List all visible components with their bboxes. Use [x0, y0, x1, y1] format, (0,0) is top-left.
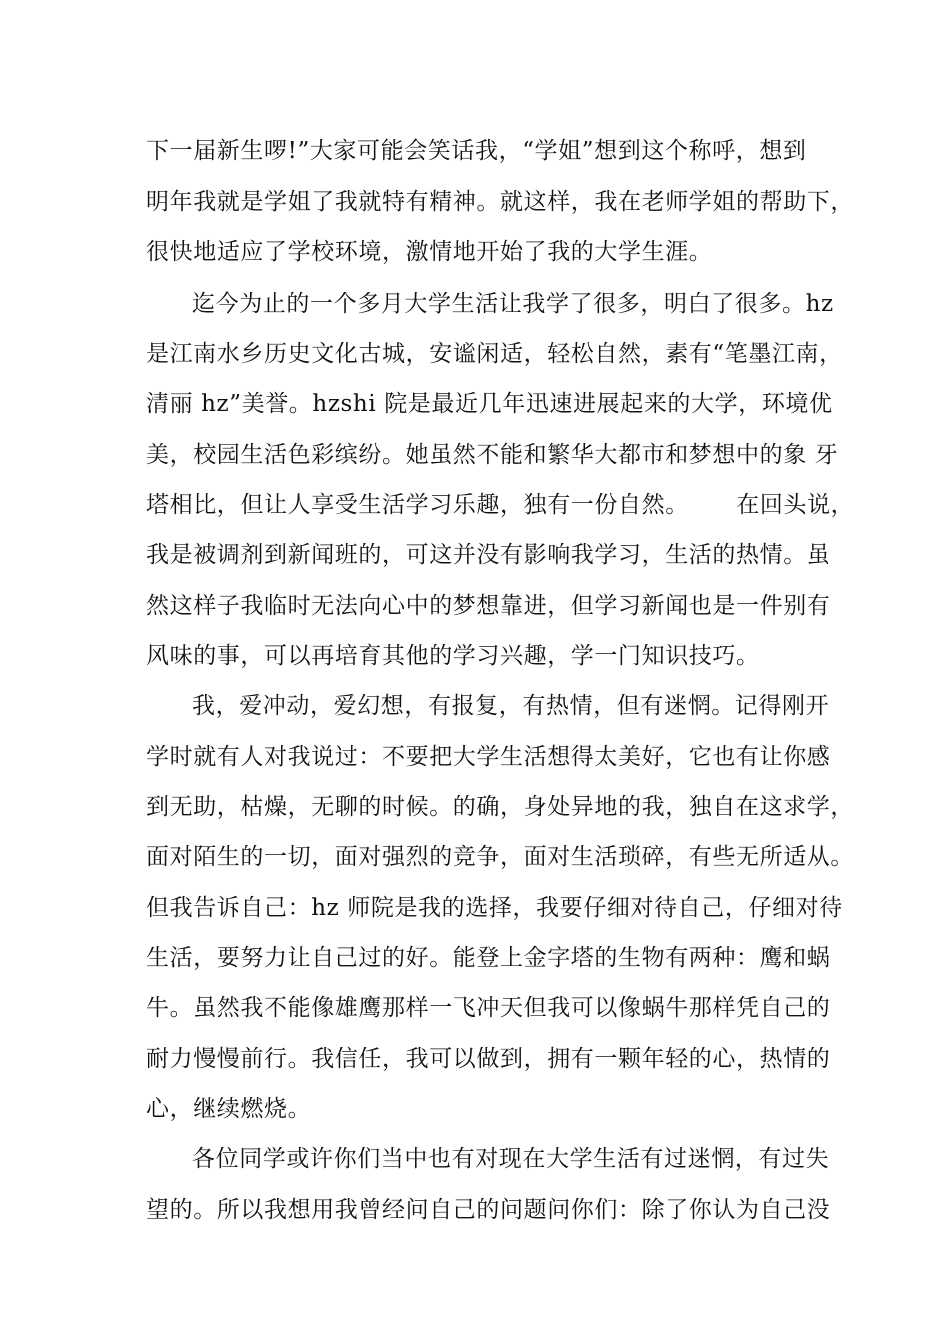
text-line: 我是被调剂到新闻班的，可这并没有影响我学习，生活的热情。虽 — [146, 542, 831, 568]
text-line: 望的。所以我想用我曾经问自己的问题问你们：除了你认为自己没 — [146, 1197, 831, 1223]
paragraph-start-line: 各位同学或许你们当中也有对现在大学生活有过迷惘，有过失 — [192, 1146, 830, 1172]
text-line: 塔相比，但让人享受生活学习乐趣，独有一份自然。 在回头说， — [146, 492, 855, 518]
paragraph-start-line: 迄今为止的一个多月大学生活让我学了很多，明白了很多。hz — [192, 291, 834, 317]
text-line: 明年我就是学姐了我就特有精神。就这样，我在老师学姐的帮助下， — [146, 189, 854, 215]
text-line: 牛。虽然我不能像雄鹰那样一飞冲天但我可以像蜗牛那样凭自己的 — [146, 995, 831, 1021]
text-line: 然这样子我临时无法向心中的梦想靠进，但学习新闻也是一件别有 — [146, 593, 831, 619]
text-line: 心，继续燃烧。 — [146, 1096, 312, 1122]
text-line: 但我告诉自己：hz 师院是我的选择，我要仔细对待自己，仔细对待 — [146, 895, 843, 921]
text-line: 耐力慢慢前行。我信任，我可以做到，拥有一颗年轻的心，热情的 — [146, 1046, 831, 1072]
text-line: 风味的事，可以再培育其他的学习兴趣，学一门知识技巧。 — [146, 643, 760, 669]
paragraph-start-line: 我，爱冲动，爱幻想，有报复，有热情，但有迷惘。记得刚开 — [192, 693, 830, 719]
text-line: 生活，要努力让自己过的好。能登上金字塔的生物有两种：鹰和蜗 — [146, 945, 831, 971]
text-line: 面对陌生的一切，面对强烈的竞争，面对生活琐碎，有些无所适从。 — [146, 844, 854, 870]
text-line: 下一届新生啰!”大家可能会笑话我，“学姐”想到这个称呼，想到 — [146, 138, 807, 164]
text-line: 学时就有人对我说过：不要把大学生活想得太美好，它也有让你感 — [146, 744, 831, 770]
text-line: 美，校园生活色彩缤纷。她虽然不能和繁华大都市和梦想中的象 牙 — [146, 442, 839, 468]
text-line: 很快地适应了学校环境，激情地开始了我的大学生涯。 — [146, 239, 713, 265]
text-line: 到无助，枯燥，无聊的时候。的确，身处异地的我，独自在这求学， — [146, 794, 854, 820]
text-line: 是江南水乡历史文化古城，安谧闲适，轻松自然，素有“笔墨江南， — [146, 341, 843, 367]
text-line: 清丽 hz”美誉。hzshi 院是最近几年迅速进展起来的大学，环境优 — [146, 391, 833, 417]
